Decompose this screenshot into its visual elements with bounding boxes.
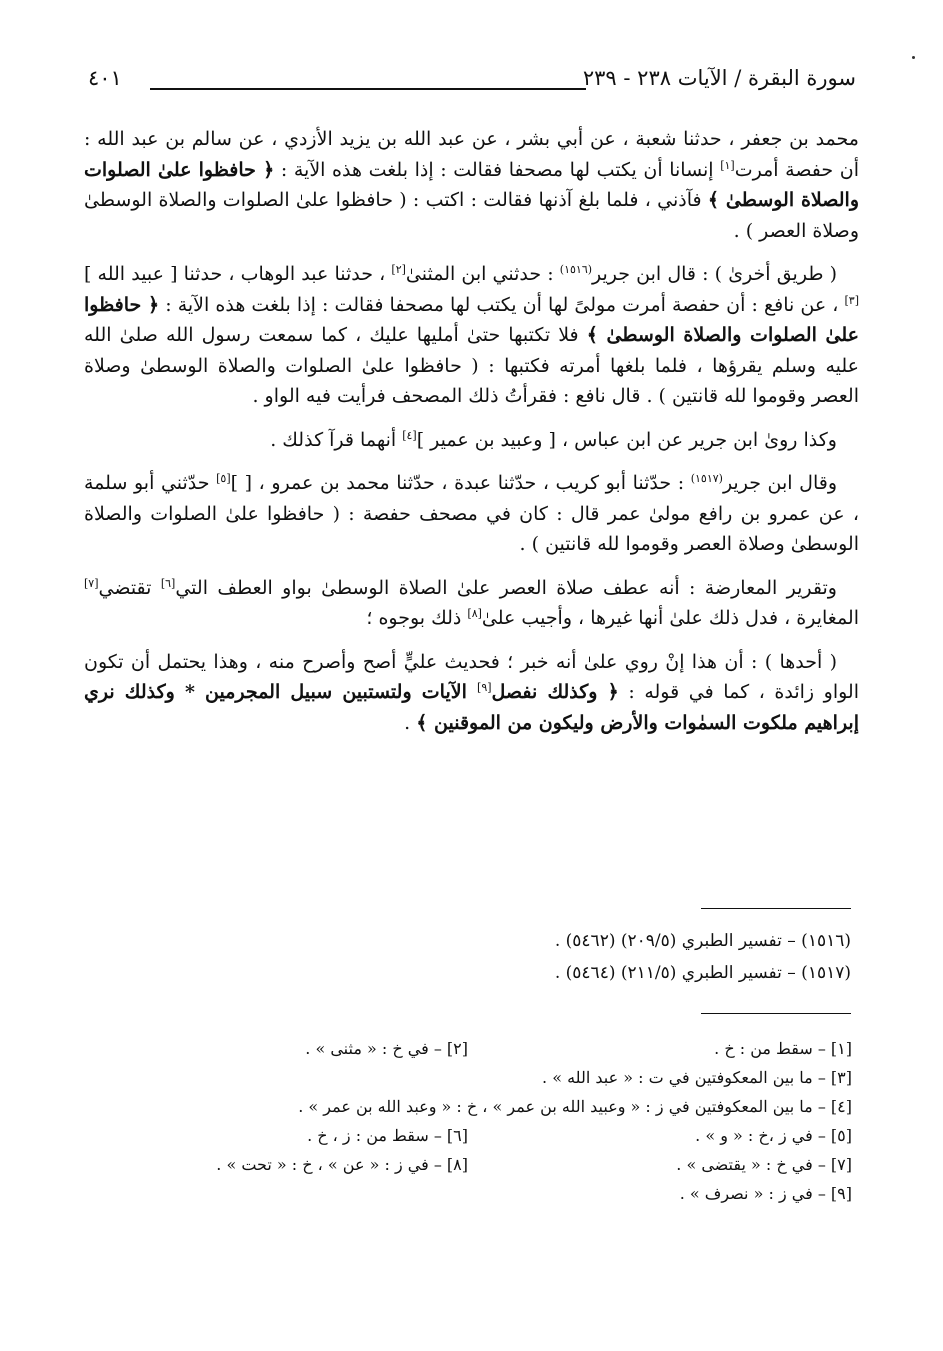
note-row (84, 1150, 852, 1179)
paragraph-1: محمد بن جعفر ، حدثنا شعبة ، عن أبي بشر ، عن عبد الله بن يزيد الأزدي ، عن سالم بن عبد الله : أن حفصة أمرت[١] إنسانا أن يكتب لها مصحفا فقالت : إذا بلغت هذه الآية : ﴿ حافظوا علىٰ الصلوات والصلاة الوسطىٰ ﴾ فآذني ، فلما بلغ آذنها فقالت : اكتب : ( حافظوا علىٰ الصلوات والصلاة الوسطىٰ وصلاة العصر ) . (84, 128, 859, 242)
source-ref[interactable]: (١٥١٧) (690, 472, 723, 485)
header-rule (150, 88, 586, 90)
footnote-ref[interactable]: [٥] (216, 472, 231, 485)
note-item: [٦] – سقط من : ز ، خ . (307, 1126, 468, 1145)
sources-rule (701, 908, 851, 909)
note-item: [٤] – ما بين المعكوفتين في ز : « وعبيد الله بن عمر » ، خ : « وعبد الله بن عمر » . (298, 1097, 852, 1116)
paragraph-4: وقال ابن جرير$^{(١٥١٧)}$ : حدّثنا أبو كريب ، حدّثنا عبدة ، حدّثنا محمد بن عمرو ، [ ][٥] حدّثني أبو سلمة ، عن عمرو بن رافع مولىٰ عمر قال : كان في مصحف حفصة : ( حافظوا علىٰ الصلوات والصلاة الوسطىٰ وصلاة العصر وقوموا لله قانتين ) . (84, 472, 859, 555)
note-item: [١] – سقط من : خ . (714, 1039, 852, 1058)
footnote-ref[interactable]: [٧] (84, 576, 99, 590)
note-item: [٢] – في خ : « مثنى » . (305, 1039, 468, 1058)
footnote-ref[interactable]: [٩] (477, 681, 492, 694)
note-row (84, 1121, 852, 1150)
note-item: [٩] – في ز : « نصرف » . (679, 1184, 852, 1203)
source-note: (١٥١٦) – تفسير الطبري (٢٠٩/٥) (٥٤٦٢) . (554, 931, 851, 951)
note-item: [٣] – ما بين المعكوفتين في ت : « عبد الله » . (542, 1068, 852, 1087)
note-item: [٨] – في ز : « عن » ، خ : « تحت » . (216, 1155, 468, 1174)
note-row (84, 1034, 852, 1063)
critical-notes (84, 1034, 852, 1208)
source-ref[interactable]: (١٥١٦) (559, 263, 593, 276)
page-header (88, 66, 856, 100)
source-notes (291, 925, 851, 989)
footnote-ref[interactable]: [٤] (402, 428, 417, 442)
footnote-ref[interactable]: [٢] (391, 263, 406, 276)
running-title: سورة البقرة / الآيات ٢٣٨ - ٢٣٩ (582, 66, 856, 90)
note-item: [٥] – في ز ،خ : « و » . (695, 1126, 852, 1145)
paragraph-5: وتقرير المعارضة : أنه عطف صلاة العصر علىٰ الصلاة الوسطىٰ بواو العطف التي[٦] تقتضي[٧] المغايرة ، فدل ذلك علىٰ أنها غيرها ، وأجيب علىٰ[٨] ذلك بوجوه ؛ (84, 576, 859, 629)
footnote-ref[interactable]: [١] (720, 158, 735, 172)
margin-dot (912, 56, 915, 59)
page-number: ٤٠١ (88, 66, 122, 90)
paragraph-3: وكذا روىٰ ابن جرير عن ابن عباس ، [ وعبيد بن عمير ][٤] أنهما قرآ كذلك . (270, 428, 837, 451)
main-text (84, 124, 859, 751)
note-item: [٧] – في خ : « يقتضى » . (676, 1155, 852, 1174)
footnote-ref[interactable]: [٦] (160, 576, 176, 590)
paragraph-6: ( أحدها ) : أن هذا إنْ روي علىٰ أنه خبر ؛ فحديث عليٍّ أصح وأصرح منه ، وهذا يحتمل أن تكون الواو زائدة ، كما في قوله : ﴿ وكذلك نفصل[٩] الآيات ولتستبين سبيل المجرمين * وكذلك نري إبراهيم ملكوت السمٰوات والأرض وليكون من الموقنين ﴾ . (84, 650, 860, 734)
source-note: (١٥١٧) – تفسير الطبري (٢١١/٥) (٥٤٦٤) . (554, 963, 851, 983)
quran-verse: ﴿ حافظوا علىٰ الصلوات والصلاة الوسطىٰ ﴾ (84, 293, 859, 346)
quran-verse: ﴿ وكذلك نفصل (491, 681, 619, 703)
paragraph-2: ( طريق أخرىٰ ) : قال ابن جرير$^{(١٥١٦)}$ : حدثني ابن المثنىٰ[٢] ، حدثنا عبد الوهاب ، حدثنا [ عبيد الله ][٣] ، عن نافع : أن حفصة أمرت مولىً لها أن يكتب لها مصحفا فقالت : إذا بلغت هذه الآية : ﴿ حافظوا علىٰ الصلوات والصلاة الوسطىٰ ﴾ فلا تكتبها حتىٰ أمليها عليك ، كما سمعت رسول الله صلىٰ الله عليه وسلم يقرؤها ، فلما بلغها أمرته فكتبها : ( حافظوا علىٰ الصلوات والصلاة الوسطىٰ وصلاة العصر وقوموا لله قانتين ) . قال نافع : فقرأتُ ذلك المصحف فرأيت فيه الواو . (84, 263, 860, 407)
notes-rule (701, 1013, 851, 1014)
footnote-ref[interactable]: [٣] (844, 293, 860, 307)
quran-verse-cont: الآيات ولتستبين سبيل المجرمين * وكذلك نري إبراهيم ملكوت السمٰوات والأرض وليكون من الموقنين ﴾ (84, 681, 859, 734)
quran-verse: ﴿ حافظوا علىٰ الصلوات والصلاة الوسطىٰ ﴾ (84, 158, 859, 211)
footnote-ref[interactable]: [٨] (467, 607, 482, 620)
